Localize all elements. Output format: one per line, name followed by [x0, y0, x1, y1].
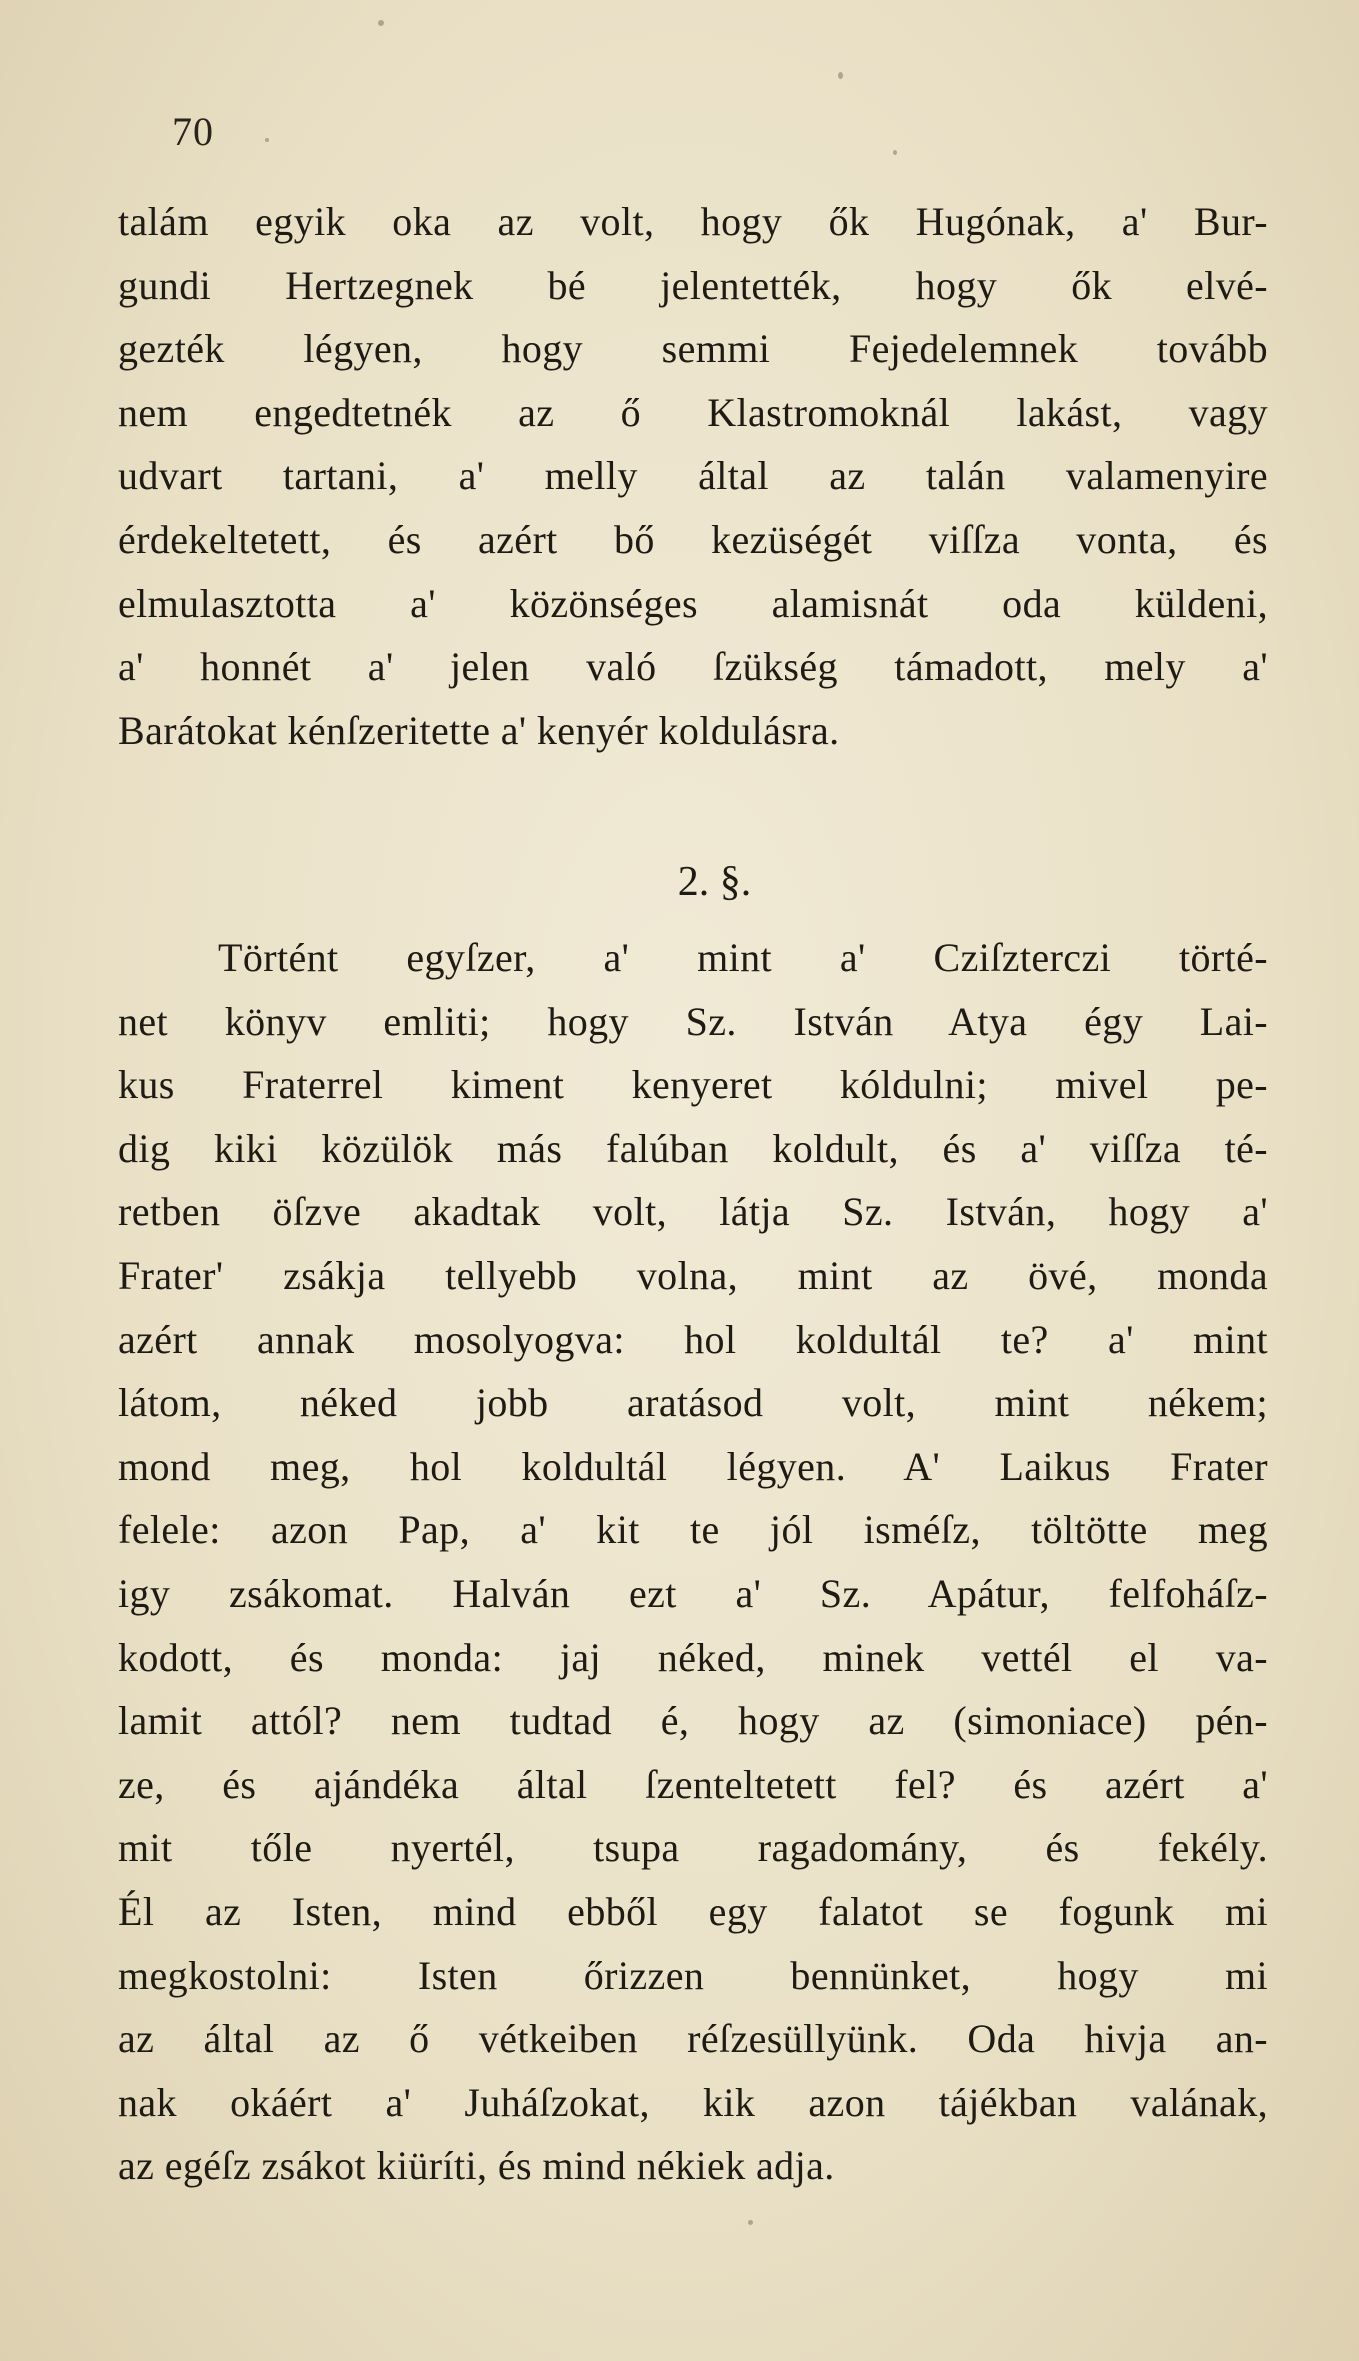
text-line: lamit attól? nem tudtad é, hogy az (simoniace) pén-: [118, 1698, 1268, 1744]
paper-speck: [838, 72, 843, 79]
text-line: elmulasztotta a' közönséges alamisnát oda küldeni,: [118, 580, 1268, 626]
text-line: nak okáért a' Juháſzokat, kik azon tájékban valának,: [118, 2079, 1268, 2125]
paper-speck: [748, 2220, 753, 2225]
text-line: ze, és ajándéka által ſzenteltetett fel? és azért a': [118, 1761, 1268, 1807]
page-number: 70: [172, 109, 214, 154]
section-heading: [0, 858, 1359, 906]
paper-speck: [265, 138, 269, 142]
text-line: érdekeltetett, és azért bő kezüségét viſſza vonta, és: [118, 516, 1268, 562]
section-heading-label: 2. §.: [677, 859, 752, 905]
text-line: kodott, és monda: jaj néked, minek vettél el va-: [118, 1634, 1268, 1680]
text-line: talám egyik oka az volt, hogy ők Hugónak, a' Bur-: [118, 199, 1268, 244]
text-line: látom, néked jobb aratásod volt, mint nékem;: [118, 1380, 1268, 1426]
text-line: Barátokat kénſzeritette a' kenyér koldulásra.: [118, 707, 840, 753]
text-line: kus Fraterrel kiment kenyeret kóldulni; mivel pe-: [118, 1062, 1268, 1108]
text-line: dig kiki közülök más falúban koldult, és a' viſſza té-: [118, 1125, 1268, 1171]
text-line: mond meg, hol koldultál légyen. A' Laikus Frater: [118, 1443, 1268, 1489]
paragraph-2: [118, 926, 1268, 2198]
text-line: az által az ő vétkeiben réſzesüllyünk. Oda hivja an-: [118, 2016, 1268, 2062]
text-line: az egéſz zsákot kiüríti, és mind nékiek adja.: [118, 2143, 835, 2189]
text-line: gezték légyen, hogy semmi Fejedelemnek tovább: [118, 326, 1268, 372]
text-line: igy zsákomat. Halván ezt a' Sz. Apátur, felfoháſz-: [118, 1570, 1268, 1616]
text-line: retben öſzve akadtak volt, látja Sz. István, hogy a': [118, 1189, 1268, 1235]
text-line: mit tőle nyertél, tsupa ragadomány, és fekély.: [118, 1825, 1268, 1871]
paragraph-1: [118, 190, 1268, 762]
text-line: Él az Isten, mind ebből egy falatot se fogunk mi: [118, 1888, 1268, 1934]
paper-speck: [378, 20, 384, 26]
text-line: gundi Hertzegnek bé jelentették, hogy ők elvé-: [118, 262, 1268, 308]
text-line: udvart tartani, a' melly által az talán valamenyire: [118, 453, 1268, 499]
text-line: nem engedtetnék az ő Klastromoknál lakást, vagy: [118, 389, 1268, 435]
text-line: megkostolni: Isten őrizzen bennünket, hogy mi: [118, 1952, 1268, 1998]
text-line: Frater' zsákja tellyebb volna, mint az övé, monda: [118, 1252, 1268, 1298]
text-line: Történt egyſzer, a' mint a' Cziſzterczi törté-: [218, 935, 1268, 980]
text-line: azért annak mosolyogva: hol koldultál te? a' mint: [118, 1316, 1268, 1362]
text-line: net könyv emliti; hogy Sz. István Atya égy Lai-: [118, 998, 1268, 1044]
text-line: felele: azon Pap, a' kit te jól isméſz, töltötte meg: [118, 1507, 1268, 1553]
paper-speck: [893, 150, 897, 155]
text-line: a' honnét a' jelen való ſzükség támadott, mely a': [118, 644, 1268, 690]
